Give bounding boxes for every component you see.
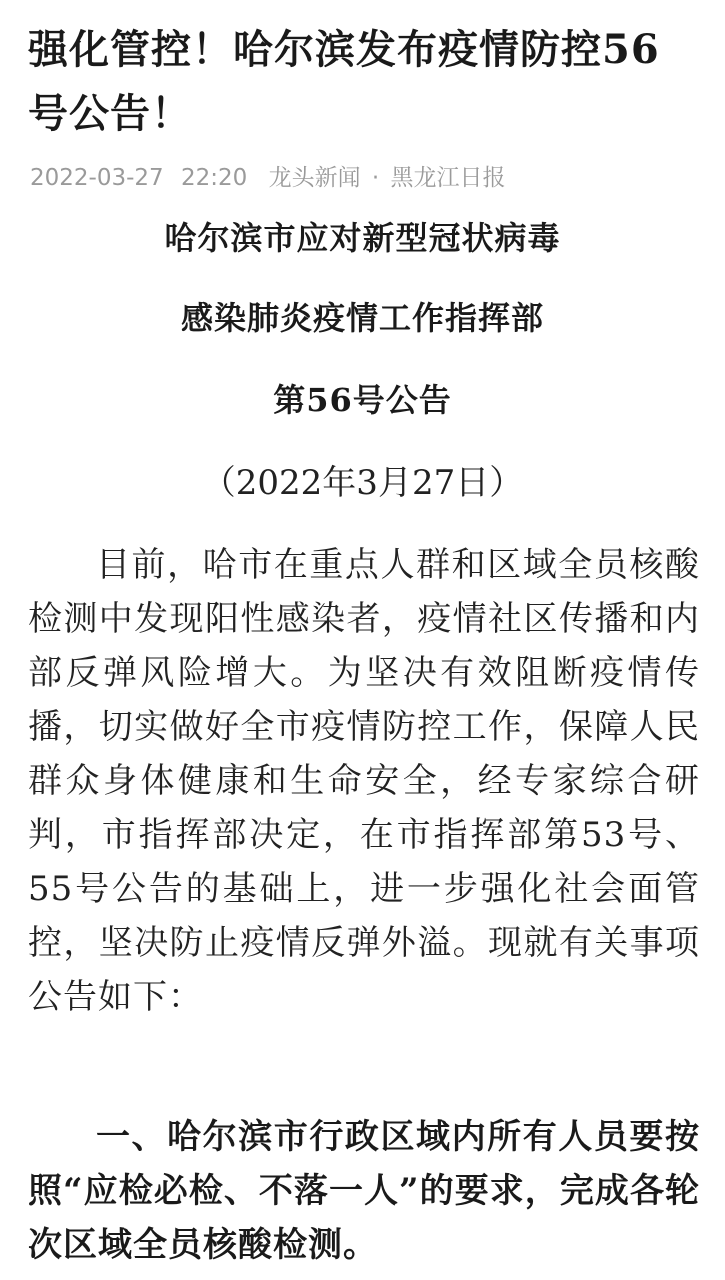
article-title: 强化管控！哈尔滨发布疫情防控56号公告！: [28, 26, 660, 137]
meta-separator: ·: [371, 165, 380, 191]
notice-heading-line-2: 感染肺炎疫情工作指挥部: [180, 299, 544, 337]
notice-date: （2022年3月27日）: [201, 463, 524, 503]
source-link[interactable]: 龙头新闻: [268, 165, 361, 191]
publish-date: 2022-03-27: [30, 165, 164, 191]
publisher-name: 黑龙江日报: [390, 165, 506, 191]
notice-heading-line-1: 哈尔滨市应对新型冠状病毒: [164, 219, 561, 257]
body-paragraph-item-1: 一、哈尔滨市行政区域内所有人员要按照“应检必检、不落一人”的要求，完成各轮次区域全员核酸检测。: [28, 1117, 700, 1265]
notice-number: 第56号公告: [273, 381, 452, 419]
body-paragraph: 目前，哈市在重点人群和区域全员核酸检测中发现阳性感染者，疫情社区传播和内部反弹风险增大。为坚决有效阻断疫情传播，切实做好全市疫情防控工作，保障人民群众身体健康和生命安全，经专家综合研判，市指挥部决定，在市指挥部第53号、55号公告的基础上，进一步强化社会面管控，坚决防止疫情反弹外溢。现就有关事项公告如下：: [28, 545, 700, 1017]
article-meta: [30, 160, 506, 196]
publish-time: 22:20: [180, 165, 248, 191]
